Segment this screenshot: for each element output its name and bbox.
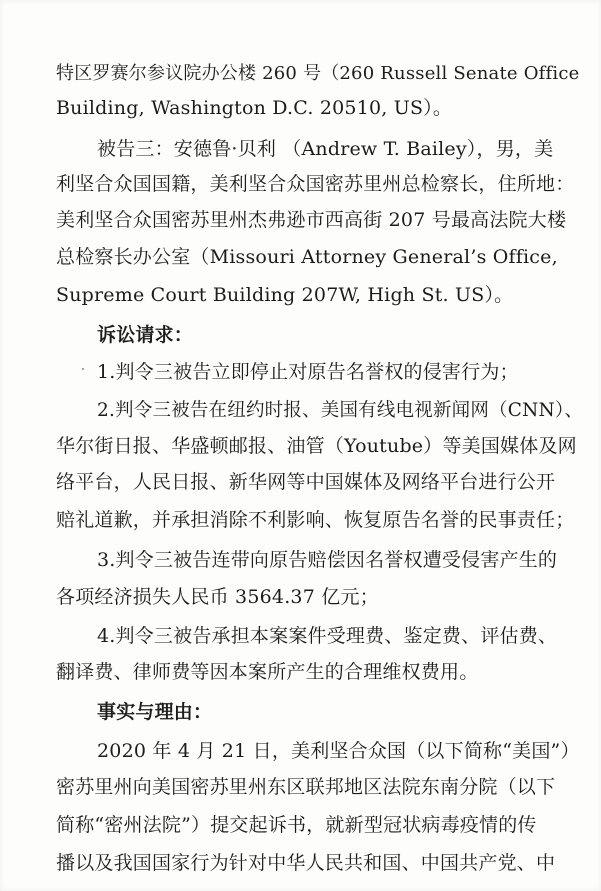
text-line-3: 被告三：安德鲁·贝利 （Andrew T. Bailey），男，美 <box>97 138 554 160</box>
text-line-1: 特区罗赛尔参议院办公楼 260 号（260 Russell Senate Office <box>56 63 580 84</box>
facts-line-2: 密苏里州向美国密苏里州东区联邦地区法院东南分院（以下 <box>56 776 556 798</box>
claim-3-line-1: 3.判令三被告连带向原告赔偿因名誉权遭受侵害产生的 <box>97 549 558 571</box>
section-heading-facts: 事实与理由： <box>97 701 213 723</box>
text-line-7: Supreme Court Building 207W, High St. US）。 <box>56 284 514 306</box>
scan-speck <box>82 368 84 370</box>
facts-line-1: 2020 年 4 月 21 日，美利坚合众国（以下简称“美国”） <box>97 740 580 762</box>
claim-2-line-4: 赔礼道歉，并承担消除不利影响、恢复原告名誉的民事责任； <box>56 509 575 531</box>
section-heading-claims: 诉讼请求： <box>97 324 194 346</box>
facts-line-4: 播以及我国国家行为针对中华人民共和国、中国共产党、中 <box>56 852 556 874</box>
claim-4-line-1: 4.判令三被告承担本案案件受理费、鉴定费、评估费、 <box>97 625 558 647</box>
claim-1: 1.判令三被告立即停止对原告名誉权的侵害行为； <box>97 361 519 383</box>
claim-3-line-2: 各项经济损失人民币 3564.37 亿元； <box>56 586 379 608</box>
text-line-5: 美利坚合众国密苏里州杰弗逊市西高街 207 号最高法院大楼 <box>56 209 567 231</box>
claim-2-line-3: 络平台，人民日报、新华网等中国媒体及网络平台进行公开 <box>56 471 556 493</box>
text-line-4: 利坚合众国国籍，美利坚合众国密苏里州总检察长，住所地： <box>56 173 575 195</box>
claim-2-line-1: 2.判令三被告在纽约时报、美国有线电视新闻网（CNN）、 <box>97 400 584 421</box>
facts-line-3: 简称“密州法院”）提交起诉书，就新型冠状病毒疫情的传 <box>56 814 537 836</box>
text-line-6: 总检察长办公室（Missouri Attorney General’s Office, <box>56 246 558 268</box>
text-line-2: Building, Washington D.C. 20510, US）。 <box>56 97 453 119</box>
claim-4-line-2: 翻译费、律师费等因本案所产生的合理维权费用。 <box>56 661 479 683</box>
claim-2-line-2: 华尔街日报、华盛顿邮报、油管（Youtube）等美国媒体及网 <box>56 435 577 457</box>
